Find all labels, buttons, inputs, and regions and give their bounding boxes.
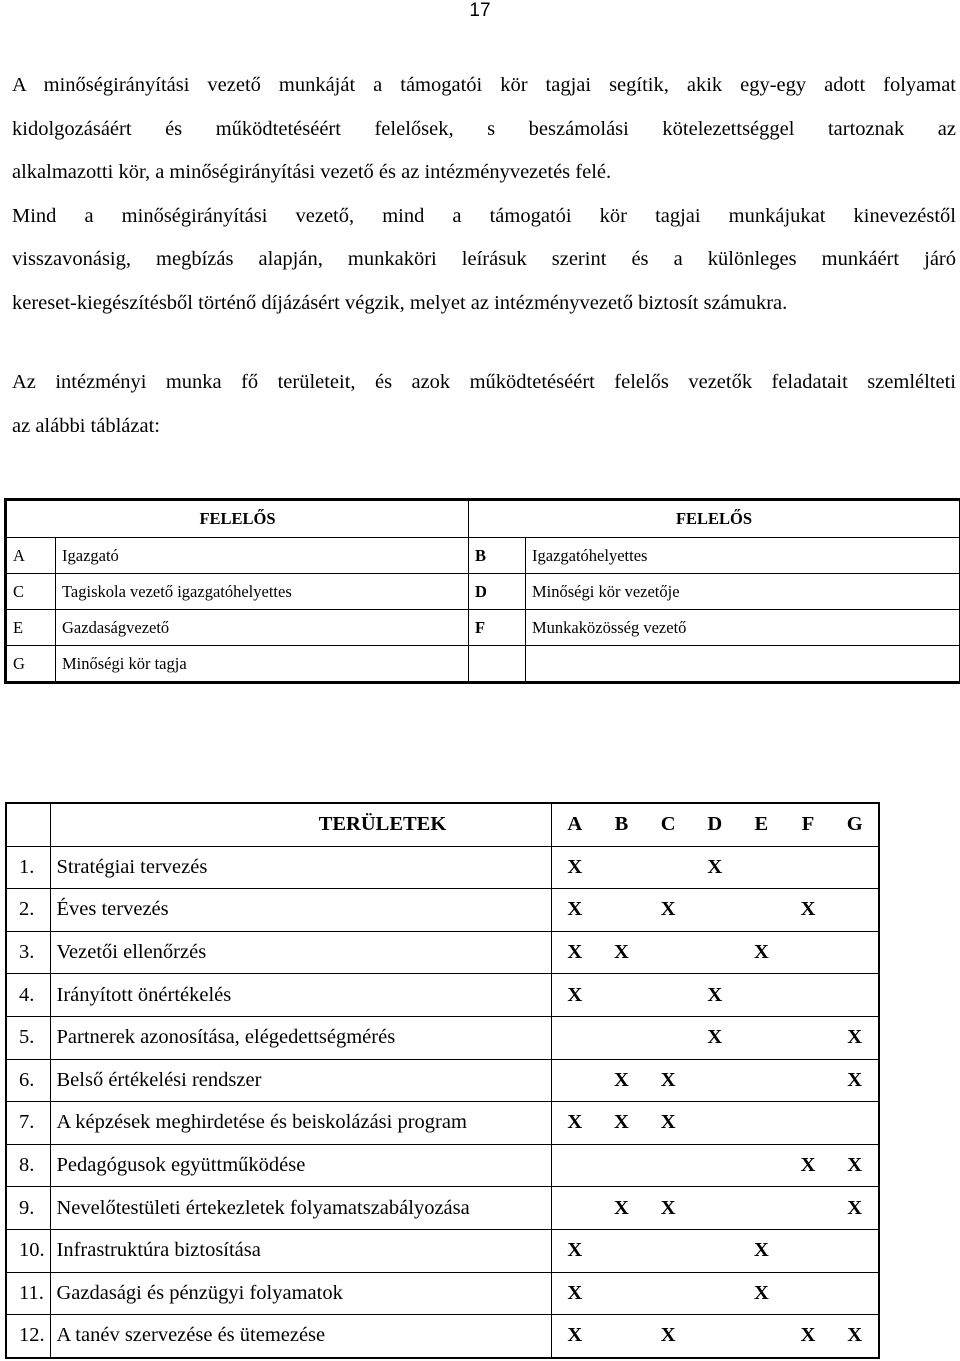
role-cell: Igazgatóhelyettes bbox=[526, 538, 960, 574]
assignment-mark: X bbox=[567, 898, 583, 921]
area-label: Belső értékelési rendszer bbox=[50, 1059, 551, 1102]
row-number: 9. bbox=[6, 1187, 50, 1230]
assignment-marks bbox=[551, 889, 879, 932]
responsible-header-right: FELELŐS bbox=[469, 500, 960, 538]
role-cell: Munkaközösség vezető bbox=[526, 610, 960, 646]
assignment-marks bbox=[551, 1187, 879, 1230]
table-intro-paragraph bbox=[12, 361, 956, 448]
column-header-a: A bbox=[567, 813, 583, 836]
code-cell: D bbox=[469, 574, 526, 610]
assignment-marks bbox=[551, 1016, 879, 1059]
assignment-mark: X bbox=[753, 1281, 769, 1304]
assignment-mark: X bbox=[753, 1239, 769, 1262]
code-cell bbox=[469, 646, 526, 683]
assignment-mark: X bbox=[660, 1068, 676, 1091]
assignment-marks bbox=[551, 1272, 879, 1315]
assignment-mark: X bbox=[567, 983, 583, 1006]
responsibility-row bbox=[6, 538, 960, 574]
area-row bbox=[6, 1315, 879, 1358]
area-label: A képzések meghirdetése és beiskolázási program bbox=[50, 1102, 551, 1145]
area-row bbox=[6, 931, 879, 974]
paragraph-line: kereset-kiegészítésből történő díjázásért végzik, melyet az intézményvezető biztosít számukra. bbox=[12, 291, 788, 314]
row-number: 5. bbox=[6, 1016, 50, 1059]
responsible-header-left: FELELŐS bbox=[6, 500, 469, 538]
assignment-marks bbox=[551, 931, 879, 974]
row-number: 8. bbox=[6, 1144, 50, 1187]
areas-title: TERÜLETEK bbox=[50, 803, 551, 846]
area-label: Partnerek azonosítása, elégedettségmérés bbox=[50, 1016, 551, 1059]
role-cell: Gazdaságvezető bbox=[56, 610, 469, 646]
column-header-d: D bbox=[707, 813, 723, 836]
page-number: 17 bbox=[469, 0, 491, 21]
assignment-mark: X bbox=[660, 898, 676, 921]
paragraph-line: Az intézményi munka fő területeit, és azok működtetéséért felelős vezetők feladatait szemlélteti bbox=[12, 371, 956, 393]
row-number: 3. bbox=[6, 931, 50, 974]
assignment-mark: X bbox=[660, 1324, 676, 1347]
assignment-mark: X bbox=[614, 1111, 629, 1134]
row-number: 2. bbox=[6, 889, 50, 932]
assignment-mark: X bbox=[614, 1068, 629, 1091]
assignment-mark: X bbox=[707, 983, 723, 1006]
paragraph-line: Mind a minőségirányítási vezető, mind a támogatói kör tagjai munkájukat kinevezéstől bbox=[12, 204, 956, 227]
paragraph-line: az alábbi táblázat: bbox=[12, 414, 160, 437]
area-label: Infrastruktúra biztosítása bbox=[50, 1229, 551, 1272]
responsibility-row bbox=[6, 610, 960, 646]
row-number: 10. bbox=[6, 1229, 50, 1272]
row-number: 4. bbox=[6, 974, 50, 1017]
code-cell: E bbox=[6, 610, 56, 646]
assignment-mark: X bbox=[753, 941, 769, 964]
assignment-mark: X bbox=[847, 1026, 863, 1049]
assignment-mark: X bbox=[847, 1196, 863, 1219]
assignment-mark: X bbox=[707, 855, 723, 878]
assignment-mark: X bbox=[800, 1154, 816, 1177]
row-number: 11. bbox=[6, 1272, 50, 1315]
row-number: 12. bbox=[6, 1315, 50, 1358]
paragraph-line: alkalmazotti kör, a minőségirányítási vezető és az intézményvezetés felé. bbox=[12, 161, 612, 183]
code-cell: G bbox=[6, 646, 56, 683]
row-number: 1. bbox=[6, 846, 50, 889]
area-label: Irányított önértékelés bbox=[50, 974, 551, 1017]
number-header-cell bbox=[6, 803, 50, 846]
column-header-c: C bbox=[660, 813, 676, 836]
area-label: A tanév szervezése és ütemezése bbox=[50, 1315, 551, 1358]
assignment-mark: X bbox=[614, 1196, 629, 1219]
responsibility-row bbox=[6, 574, 960, 610]
column-headers bbox=[551, 803, 879, 846]
column-header-g: G bbox=[846, 813, 863, 836]
role-cell: Minőségi kör vezetője bbox=[526, 574, 960, 610]
area-label: Pedagógusok együttműködése bbox=[50, 1144, 551, 1187]
column-header-b: B bbox=[614, 813, 629, 836]
code-cell: C bbox=[6, 574, 56, 610]
intro-paragraph bbox=[12, 64, 956, 325]
role-cell: Tagiskola vezető igazgatóhelyettes bbox=[56, 574, 469, 610]
area-row bbox=[6, 1059, 879, 1102]
paragraph-line: kidolgozásáért és működtetéséért felelősek, s beszámolási kötelezettséggel tartoznak az bbox=[12, 117, 956, 140]
responsibility-row bbox=[6, 646, 960, 683]
assignment-mark: X bbox=[567, 855, 583, 878]
responsibility-header-row bbox=[6, 500, 960, 538]
role-cell: Minőségi kör tagja bbox=[56, 646, 469, 683]
code-cell: A bbox=[6, 538, 56, 574]
assignment-mark: X bbox=[567, 1324, 583, 1347]
role-cell: Igazgató bbox=[56, 538, 469, 574]
row-number: 7. bbox=[6, 1102, 50, 1145]
area-label: Stratégiai tervezés bbox=[50, 846, 551, 889]
area-row bbox=[6, 1144, 879, 1187]
responsibility-table bbox=[4, 498, 960, 684]
area-label: Gazdasági és pénzügyi folyamatok bbox=[50, 1272, 551, 1315]
code-cell: F bbox=[469, 610, 526, 646]
area-label: Vezetői ellenőrzés bbox=[50, 931, 551, 974]
area-row bbox=[6, 846, 879, 889]
area-row bbox=[6, 974, 879, 1017]
role-cell bbox=[526, 646, 960, 683]
area-row bbox=[6, 1187, 879, 1230]
assignment-mark: X bbox=[847, 1068, 863, 1091]
assignment-mark: X bbox=[567, 1111, 583, 1134]
assignment-mark: X bbox=[567, 1239, 583, 1262]
row-number: 6. bbox=[6, 1059, 50, 1102]
assignment-mark: X bbox=[660, 1196, 676, 1219]
paragraph-line: visszavonásig, megbízás alapján, munkaköri leírásuk szerint és a különleges munkáért járó bbox=[12, 248, 956, 270]
area-row bbox=[6, 1272, 879, 1315]
assignment-mark: X bbox=[847, 1324, 863, 1347]
code-cell: B bbox=[469, 538, 526, 574]
area-label: Éves tervezés bbox=[50, 889, 551, 932]
assignment-marks bbox=[551, 1059, 879, 1102]
areas-table bbox=[5, 802, 880, 1359]
area-row bbox=[6, 1102, 879, 1145]
assignment-marks bbox=[551, 1315, 879, 1358]
area-label: Nevelőtestületi értekezletek folyamatszabályozása bbox=[50, 1187, 551, 1230]
assignment-mark: X bbox=[660, 1111, 676, 1134]
area-row bbox=[6, 1016, 879, 1059]
area-row bbox=[6, 1229, 879, 1272]
assignment-mark: X bbox=[800, 1324, 816, 1347]
column-header-f: F bbox=[801, 813, 815, 836]
assignment-mark: X bbox=[707, 1026, 723, 1049]
assignment-mark: X bbox=[614, 941, 629, 964]
assignment-mark: X bbox=[847, 1154, 863, 1177]
assignment-marks bbox=[551, 1102, 879, 1145]
assignment-marks bbox=[551, 1144, 879, 1187]
column-header-e: E bbox=[754, 813, 769, 836]
assignment-mark: X bbox=[800, 898, 816, 921]
areas-header-row bbox=[6, 803, 879, 846]
paragraph-line: A minőségirányítási vezető munkáját a támogatói kör tagjai segítik, akik egy-egy adott folyamat bbox=[12, 74, 956, 96]
assignment-mark: X bbox=[567, 1281, 583, 1304]
assignment-marks bbox=[551, 974, 879, 1017]
assignment-mark: X bbox=[567, 941, 583, 964]
assignment-marks bbox=[551, 1229, 879, 1272]
assignment-marks bbox=[551, 846, 879, 889]
area-row bbox=[6, 889, 879, 932]
